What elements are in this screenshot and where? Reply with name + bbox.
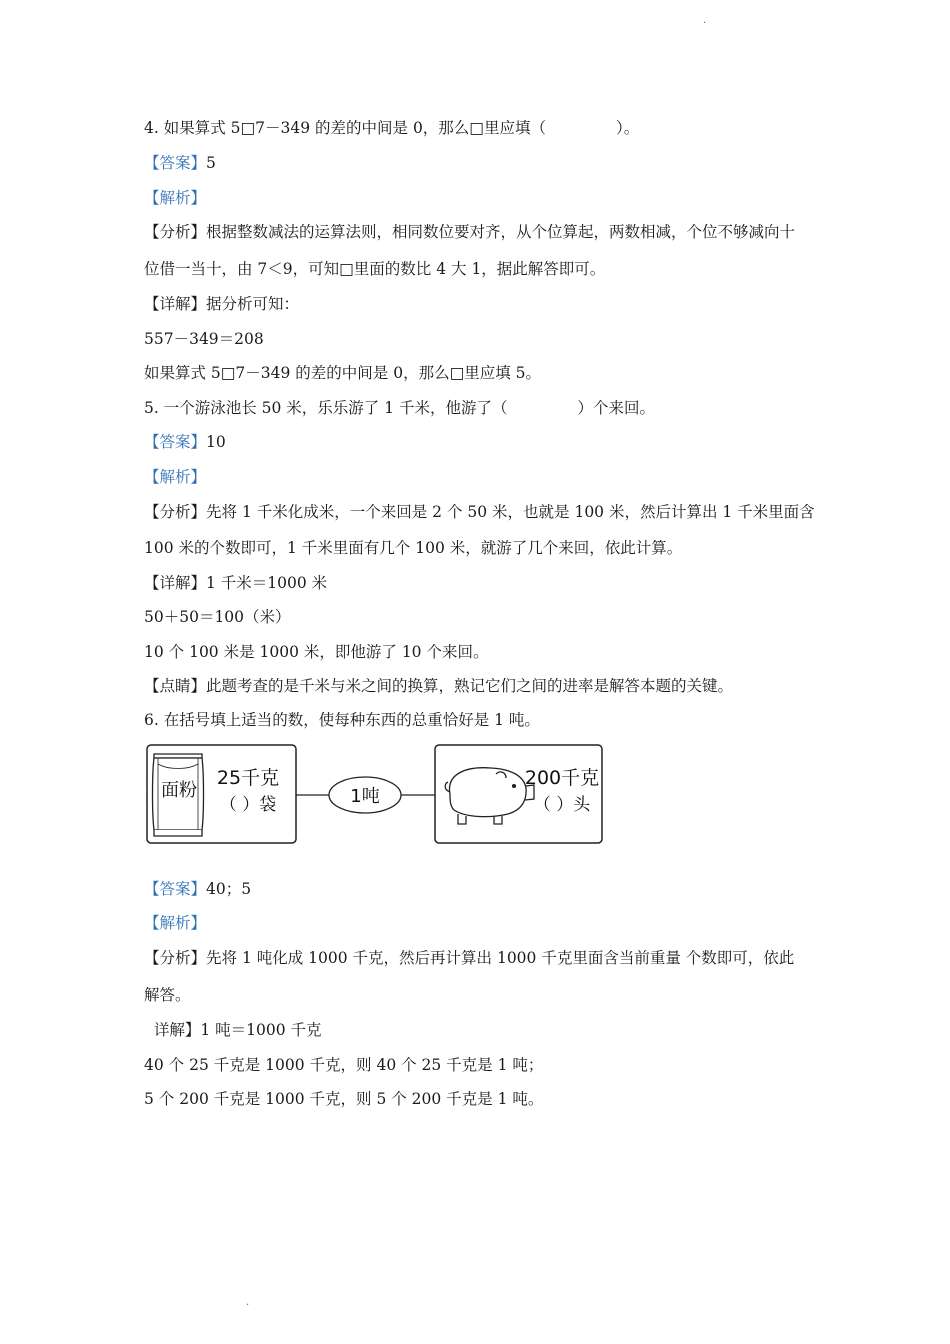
- q5-fenxi-text1: 先将 1 千米化成米，一个来回是 2 个 50 米，也就是 100 米，然后计算出 1 千米里面含: [206, 503, 815, 521]
- q4-analysis-label: 【解析】: [144, 189, 207, 207]
- q4-question: [144, 118, 639, 138]
- q5-dianjing-text: 此题考查的是千米与米之间的换算，熟记它们之间的进率是解答本题的关键。: [206, 677, 734, 695]
- q5-detail-label: 【详解】: [144, 574, 207, 592]
- q4-calc: 557－349＝208: [144, 330, 264, 348]
- q5-fenxi-label: 【分析】: [144, 503, 207, 521]
- right-unit: （ ）头: [533, 795, 591, 815]
- q5-answer-label: 【答案】: [144, 433, 207, 451]
- q6-fenxi-line2: 解答。: [144, 986, 191, 1004]
- q4-answer-label: 【答案】: [144, 154, 207, 172]
- q4-fenxi-label: 【分析】: [144, 223, 207, 241]
- q6-answer: [144, 879, 251, 899]
- q4-fenxi-text1: 根据整数减法的运算法则，相同数位要对齐，从个位算起，两数相减，个位不够减向十: [206, 223, 796, 241]
- q4-detail: [144, 294, 299, 314]
- q5-answer: [144, 432, 226, 452]
- ton-label: 1吨: [350, 786, 380, 807]
- q6-analysis-label: 【解析】: [144, 914, 207, 932]
- q6-fenxi-line1: [144, 948, 794, 968]
- q5-calc2: 10 个 100 米是 1000 米，即他游了 10 个来回。: [144, 643, 489, 661]
- q4-question-text: 4. 如果算式 5□7－349 的差的中间是 0，那么□里应填（: [144, 119, 546, 137]
- q5-analysis-label: 【解析】: [144, 468, 207, 486]
- q4-answer: [144, 153, 216, 173]
- q4-fenxi-line1: [144, 222, 795, 242]
- q5-question: [144, 398, 655, 418]
- q6-calc1: 40 个 25 千克是 1000 千克，则 40 个 25 千克是 1 吨；: [144, 1056, 544, 1074]
- q4-detail-label: 【详解】: [144, 295, 207, 313]
- q4-answer-value: 5: [206, 154, 216, 172]
- q5-calc1: 50＋50＝100（米）: [144, 608, 291, 626]
- q5-answer-value: 10: [206, 433, 226, 451]
- q6-fenxi-text1: 先将 1 吨化成 1000 千克，然后再计算出 1000 千克里面含当前重量 个数即可，依此: [206, 949, 795, 967]
- q6-question: 6. 在括号填上适当的数，使每种东西的总重恰好是 1 吨。: [144, 711, 540, 729]
- left-unit: （ ）袋: [219, 795, 277, 815]
- q5-question-end: ）个来回。: [577, 399, 656, 417]
- q6-figure: [146, 744, 604, 846]
- q4-fenxi-line2: 位借一当十，由 7＜9，可知□里面的数比 4 大 1，据此解答即可。: [144, 260, 606, 278]
- q6-detail: 详解】1 吨＝1000 千克: [144, 1021, 322, 1039]
- q5-question-text: 5. 一个游泳池长 50 米，乐乐游了 1 千米，他游了（: [144, 399, 508, 417]
- q5-fenxi-line2: 100 米的个数即可，1 千米里面有几个 100 米，就游了几个来回，依此计算。: [144, 539, 683, 557]
- q6-answer-value: 40；5: [206, 880, 252, 898]
- q6-figure-svg: [146, 744, 604, 846]
- q6-calc2: 5 个 200 千克是 1000 千克，则 5 个 200 千克是 1 吨。: [144, 1090, 544, 1108]
- q4-question-end: ）。: [615, 119, 640, 137]
- left-weight: 25千克: [216, 767, 280, 789]
- right-weight: 200千克: [524, 767, 600, 789]
- footer-mark: ·: [246, 1300, 250, 1311]
- q4-conclusion: 如果算式 5□7－349 的差的中间是 0，那么□里应填 5。: [144, 364, 542, 382]
- q5-dianjing-label: 【点睛】: [144, 677, 207, 695]
- q5-detail: [144, 573, 327, 593]
- header-mark: ·: [703, 18, 707, 29]
- q5-dianjing: [144, 676, 733, 696]
- q6-answer-label: 【答案】: [144, 880, 207, 898]
- q6-fenxi-label: 【分析】: [144, 949, 207, 967]
- q5-detail-text: 1 千米＝1000 米: [206, 574, 328, 592]
- q4-detail-text: 据分析可知：: [206, 295, 300, 313]
- q5-fenxi-line1: [144, 502, 815, 522]
- flour-label: 面粉: [161, 780, 197, 801]
